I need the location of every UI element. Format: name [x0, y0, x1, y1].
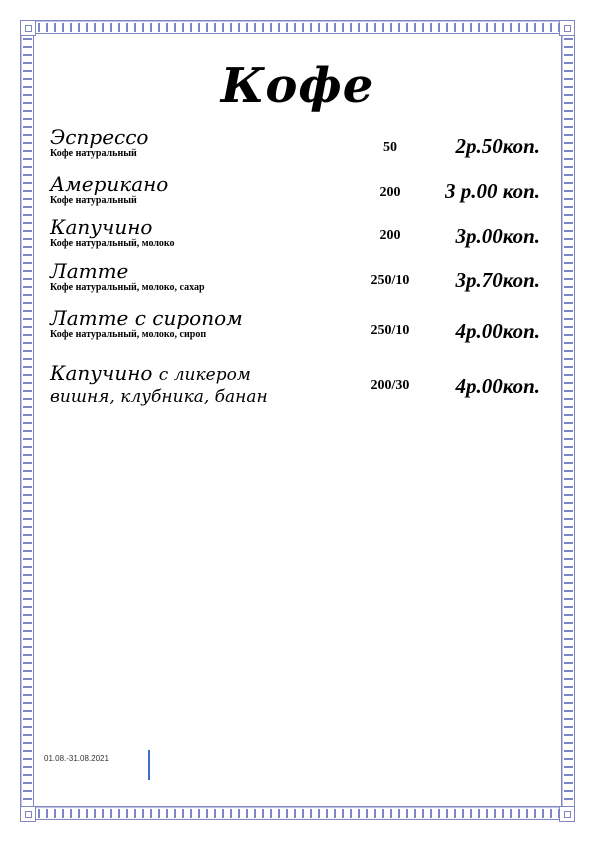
- footer-date-range: 01.08.-31.08.2021: [44, 754, 109, 763]
- menu-item-name: Капучино: [50, 215, 153, 239]
- menu-item-volume: 200: [379, 185, 401, 200]
- page-title: Кофе: [220, 58, 375, 114]
- menu-item-price: 3 р.00 коп.: [444, 179, 540, 203]
- menu-item-volume: 50: [383, 140, 397, 155]
- menu-item-price: 3р.00коп.: [455, 224, 540, 248]
- menu-item-description: Кофе натуральный: [50, 195, 137, 206]
- decorative-border-right: [561, 22, 575, 820]
- menu-item-price: 4р.00коп.: [455, 319, 540, 343]
- menu-item-volume: 250/10: [370, 323, 410, 338]
- menu-item: [50, 126, 550, 160]
- menu-item-volume: 200/30: [370, 378, 410, 393]
- menu-item-name: Латте: [50, 259, 129, 283]
- menu-item-name: Латте с сиропом: [50, 306, 243, 330]
- menu-item-price: 4р.00коп.: [455, 374, 540, 398]
- menu-item: [50, 260, 550, 294]
- menu-item: [50, 216, 550, 250]
- border-corner-bottom-right: [559, 806, 575, 822]
- menu-item: [50, 307, 550, 341]
- menu-item-name: Американо: [50, 172, 169, 196]
- menu-item-description: Кофе натуральный, молоко, сироп: [50, 329, 207, 340]
- menu-item: [50, 362, 550, 408]
- menu-item-name-main: Капучино: [50, 361, 153, 385]
- text-cursor: [148, 750, 150, 780]
- menu-item-volume: 250/10: [370, 273, 410, 288]
- menu-item-name: Эспрессо: [50, 125, 149, 149]
- menu-item-price: 3р.70коп.: [455, 268, 540, 292]
- decorative-border-left: [20, 22, 34, 820]
- border-corner-top-left: [20, 20, 36, 36]
- menu-item-volume: 200: [379, 228, 401, 243]
- menu-item-description: Кофе натуральный, молоко: [50, 238, 175, 249]
- menu-item-description: вишня, клубника, банан: [50, 387, 268, 407]
- menu-item-description: Кофе натуральный, молоко, сахар: [50, 282, 205, 293]
- border-corner-top-right: [559, 20, 575, 36]
- menu-item-name-suffix: с ликером: [158, 365, 251, 385]
- menu-item: [50, 173, 550, 207]
- menu-item-price: 2р.50коп.: [455, 134, 540, 158]
- decorative-border-top: [22, 20, 573, 34]
- decorative-border-bottom: [22, 806, 573, 820]
- menu-item-description: Кофе натуральный: [50, 148, 137, 159]
- border-corner-bottom-left: [20, 806, 36, 822]
